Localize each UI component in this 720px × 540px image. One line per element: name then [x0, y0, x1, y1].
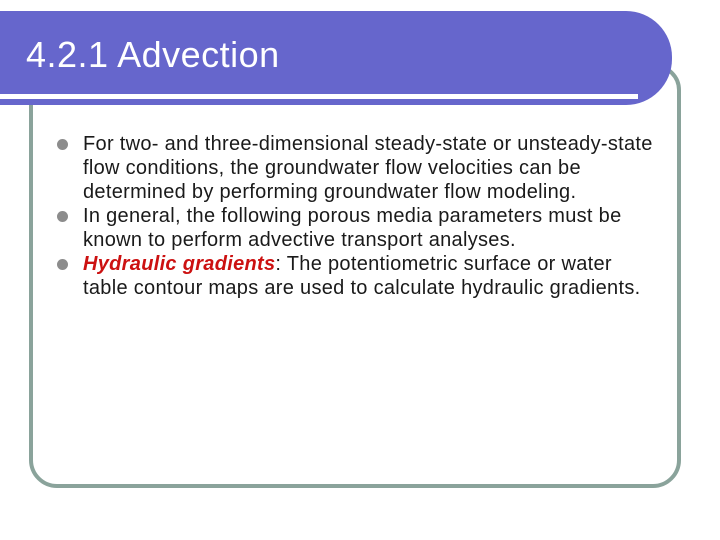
bullet-list	[55, 132, 655, 300]
bullet-dot-icon	[57, 211, 68, 222]
bullet-text: In general, the following porous media parameters must be known to perform advective transport analyses.	[83, 205, 622, 251]
bullet-text: For two- and three-dimensional steady-state or unsteady-state flow conditions, the groundwater flow velocities can be determined by performing groundwater flow modeling.	[83, 133, 653, 203]
slide-title: 4.2.1 Advection	[26, 34, 280, 75]
bullet-term: Hydraulic gradients	[83, 253, 276, 275]
bullet-item	[55, 252, 655, 300]
bullet-text: : The potentiometric surface or water table contour maps are used to calculate hydraulic gradients.	[83, 253, 641, 299]
bullet-item	[55, 132, 655, 204]
bullet-item	[55, 204, 655, 252]
bullet-dot-icon	[57, 259, 68, 270]
title-underline	[0, 94, 638, 99]
bullet-dot-icon	[57, 139, 68, 150]
